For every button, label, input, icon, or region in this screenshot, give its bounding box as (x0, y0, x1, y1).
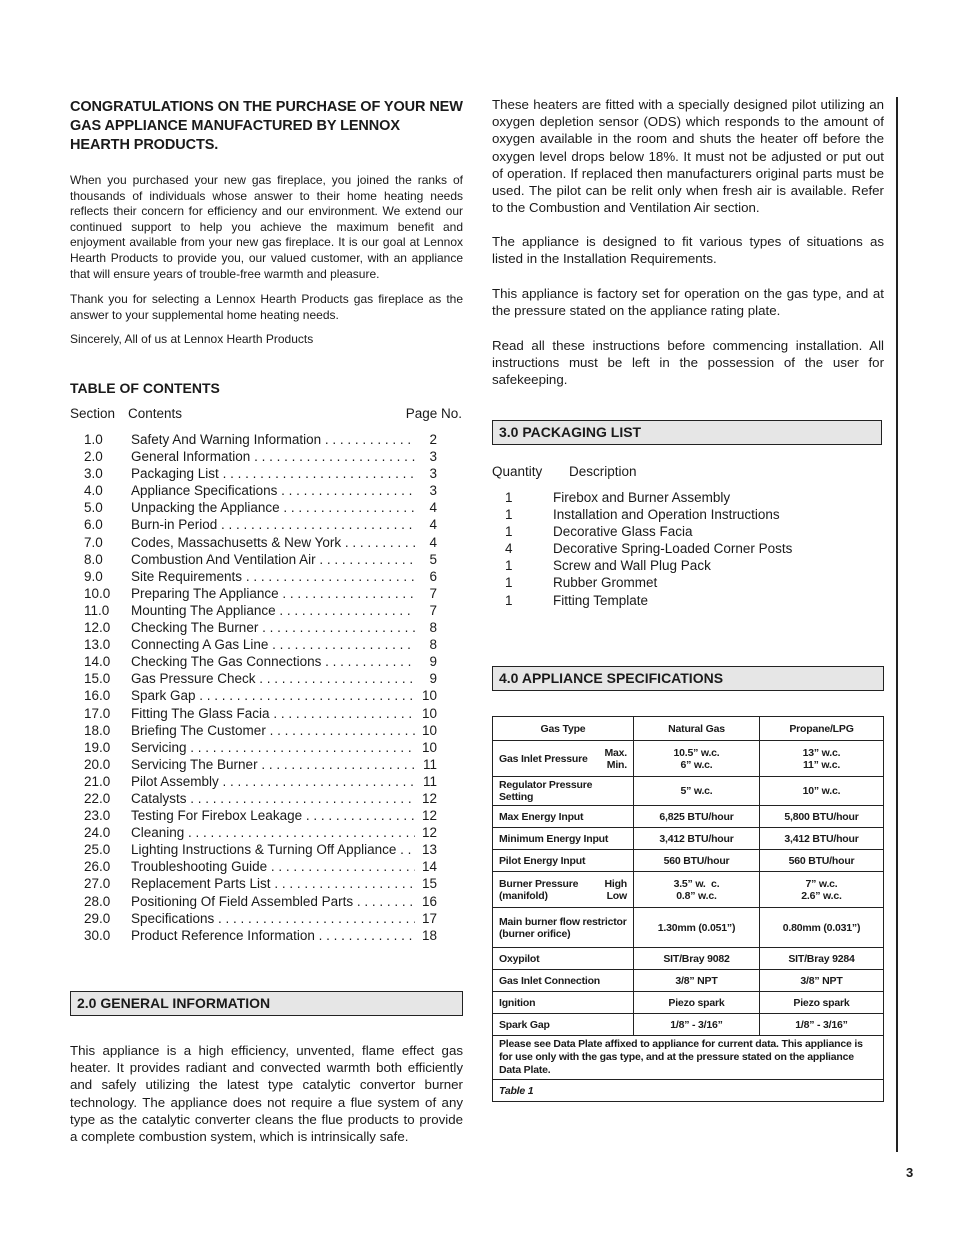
toc-entry-number: 23.0 (84, 808, 111, 824)
toc-entry-page: 12 (421, 808, 437, 824)
oxypilot-lp: SIT/Bray 9284 (760, 948, 884, 970)
table-row (493, 806, 884, 828)
table-row (493, 908, 884, 948)
packaging-item-desc: Decorative Spring-Loaded Corner Posts (553, 541, 793, 557)
toc-entry-number: 21.0 (84, 773, 111, 789)
toc-entry-number: 25.0 (84, 842, 111, 858)
packaging-item (492, 557, 884, 574)
packaging-item-qty: 1 (505, 592, 513, 608)
toc-entry (70, 910, 462, 927)
toc-entry-title: Safety And Warning Information . . . (131, 431, 415, 448)
spark-gap-lp: 1/8” - 3/16” (760, 1014, 884, 1036)
table-row (493, 948, 884, 970)
toc-entry-number: 5.0 (84, 500, 103, 516)
toc-entry-number: 6.0 (84, 517, 103, 533)
toc-entry-number: 9.0 (84, 568, 103, 584)
toc-entry (70, 722, 462, 739)
burner-lp-low: 2.6” w.c. (801, 889, 842, 902)
toc-entry (70, 585, 462, 602)
toc-entry-number: 4.0 (84, 483, 103, 499)
toc-entry-page: 4 (429, 517, 437, 533)
toc-entry (70, 841, 462, 858)
toc-entry-page: 4 (429, 534, 437, 550)
toc-entry (70, 807, 462, 824)
inlet-connection-lp: 3/8” NPT (760, 970, 884, 992)
toc-entry-page: 13 (421, 842, 437, 858)
toc-entry-number: 15.0 (84, 671, 111, 687)
toc-entry-number: 18.0 (84, 722, 111, 738)
general-info-paragraph: This appliance is a high efficiency, unvented, flame effect gas heater. It provides radiant and convected warmth both efficiently and safely utilizing the latest type catalytic convertor burner technology. The appliance does not require a flue system of any type as the catalytic converter cleans the flue products to provide a complete combustion system, which is intrinsically safe. (70, 1043, 463, 1145)
ignition-lp: Piezo spark (760, 992, 884, 1014)
restrictor-orifice-text: (burner orifice) (499, 927, 571, 940)
toc-entry-page: 10 (421, 688, 437, 704)
pilot-energy-label: Pilot Energy Input (493, 850, 634, 872)
toc-entry-title: Servicing . . . (131, 739, 415, 756)
toc-entry-title: Mounting The Appliance . . . (131, 602, 415, 619)
toc-entry-title: Packaging List . . . (131, 465, 415, 482)
toc-entry-title: Replacement Parts List . . . (131, 875, 415, 892)
spark-gap-ng: 1/8” - 3/16” (634, 1014, 760, 1036)
inlet-lp-max: 13” w.c. (802, 746, 841, 759)
toc-col-page: Page No. (405, 406, 462, 421)
toc-entry-number: 8.0 (84, 551, 103, 567)
spark-gap-label: Spark Gap (493, 1014, 634, 1036)
inlet-connection-label: Gas Inlet Connection (493, 970, 634, 992)
burner-lp-high: 7” w.c. (805, 877, 838, 890)
specifications-heading: 4.0 APPLIANCE SPECIFICATIONS (492, 666, 884, 691)
min-energy-ng: 3,412 BTU/hour (634, 828, 760, 850)
table-row (493, 828, 884, 850)
toc-entry (70, 670, 462, 687)
toc-entry-page: 8 (429, 620, 437, 636)
inlet-min-label: Min. (606, 758, 627, 771)
packaging-item-qty: 1 (505, 524, 513, 540)
intro-paragraph-2: Thank you for selecting a Lennox Hearth Products gas fireplace as the answer to your supplemental home heating needs. (70, 292, 463, 322)
toc-entry (70, 482, 462, 499)
toc-entry-page: 6 (429, 568, 437, 584)
toc-entry (70, 551, 462, 568)
installation-paragraph: The appliance is designed to fit various types of situations as listed in the Installation Requirements. (492, 234, 884, 267)
toc-entry-page: 17 (421, 910, 437, 926)
toc-entry-title: Specifications . . . (131, 910, 415, 927)
toc-entry-title: Pilot Assembly . . . (131, 773, 415, 790)
toc-entry-number: 19.0 (84, 739, 111, 755)
toc-entry (70, 927, 462, 944)
pilot-energy-lp: 560 BTU/hour (760, 850, 884, 872)
toc-entry-page: 9 (429, 654, 437, 670)
toc-entry (70, 687, 462, 704)
specifications-table (492, 716, 884, 1102)
toc-entry-title: Lighting Instructions & Turning Off Appliance . . . (131, 841, 415, 858)
header-natural-gas: Natural Gas (634, 717, 760, 741)
toc-entry-page: 3 (429, 483, 437, 499)
max-energy-ng: 6,825 BTU/hour (634, 806, 760, 828)
toc-entry-title: Fitting The Glass Facia . . . (131, 705, 415, 722)
toc-list (70, 431, 462, 944)
toc-entry (70, 431, 462, 448)
table-row (493, 717, 884, 741)
toc-entry-number: 12.0 (84, 620, 111, 636)
toc-entry-title: Cleaning . . . (131, 824, 415, 841)
toc-entry (70, 773, 462, 790)
intro-signoff: Sincerely, All of us at Lennox Hearth Products (70, 332, 314, 346)
toc-entry-page: 18 (421, 927, 437, 943)
regulator-ng: 5” w.c. (634, 777, 760, 806)
packaging-heading: 3.0 PACKAGING LIST (492, 420, 882, 445)
toc-entry-number: 16.0 (84, 688, 111, 704)
regulator-label: Regulator Pressure Setting (493, 777, 634, 806)
restrictor-lp: 0.80mm (0.031”) (760, 908, 884, 948)
factory-set-paragraph: This appliance is factory set for operation on the gas type, and at the pressure stated on the appliance rating plate. (492, 286, 884, 319)
toc-entry-title: Preparing The Appliance . . . (131, 585, 415, 602)
inlet-pressure-text: Gas Inlet Pressure (499, 752, 588, 765)
toc-entry-page: 10 (421, 722, 437, 738)
toc-entry-number: 26.0 (84, 859, 111, 875)
inlet-lp-cell (760, 741, 884, 777)
packaging-list (492, 489, 884, 609)
toc-entry-number: 30.0 (84, 927, 111, 943)
packaging-item (492, 523, 884, 540)
packaging-item (492, 540, 884, 557)
header-gas-type: Gas Type (493, 717, 634, 741)
toc-entry-page: 7 (429, 602, 437, 618)
oxypilot-label: Oxypilot (493, 948, 634, 970)
table-row (493, 741, 884, 777)
table-row (493, 777, 884, 806)
restrictor-ng: 1.30mm (0.051”) (634, 908, 760, 948)
toc-entry-number: 20.0 (84, 756, 111, 772)
toc-entry-number: 13.0 (84, 637, 111, 653)
toc-heading: TABLE OF CONTENTS (70, 380, 220, 396)
toc-entry-number: 29.0 (84, 910, 111, 926)
toc-entry-page: 11 (422, 773, 437, 789)
toc-entry (70, 858, 462, 875)
oxypilot-ng: SIT/Bray 9082 (634, 948, 760, 970)
toc-entry-title: Testing For Firebox Leakage . . . (131, 807, 415, 824)
burner-ng-high: 3.5” w. c. (673, 877, 720, 890)
regulator-lp: 10” w.c. (760, 777, 884, 806)
max-energy-label: Max Energy Input (493, 806, 634, 828)
toc-entry (70, 756, 462, 773)
toc-entry (70, 568, 462, 585)
toc-entry (70, 824, 462, 841)
toc-entry-number: 27.0 (84, 876, 111, 892)
toc-entry-page: 15 (421, 876, 437, 892)
toc-entry (70, 739, 462, 756)
toc-entry-number: 14.0 (84, 654, 111, 670)
toc-entry-page: 14 (421, 859, 437, 875)
toc-entry-number: 22.0 (84, 790, 111, 806)
toc-entry-number: 11.0 (84, 602, 110, 618)
packaging-item-qty: 4 (505, 541, 513, 557)
table-row (493, 1080, 884, 1102)
instructions-paragraph: Read all these instructions before commencing installation. All instructions must be left in the possession of the user for safekeeping. (492, 338, 884, 388)
ignition-label: Ignition (493, 992, 634, 1014)
toc-entry-page: 12 (421, 825, 437, 841)
toc-entry (70, 619, 462, 636)
toc-entry-title: Gas Pressure Check . . . (131, 670, 415, 687)
burner-manifold-text: (manifold) (499, 889, 548, 902)
toc-entry-title: Connecting A Gas Line . . . (131, 636, 415, 653)
toc-entry-page: 3 (429, 449, 437, 465)
toc-entry (70, 534, 462, 551)
toc-entry-number: 10.0 (84, 585, 111, 601)
toc-entry-title: Briefing The Customer . . . (131, 722, 415, 739)
toc-col-contents: Contents (128, 406, 183, 421)
inlet-ng-max: 10.5” w.c. (673, 746, 720, 759)
header-propane: Propane/LPG (760, 717, 884, 741)
packaging-col-quantity: Quantity (492, 464, 543, 479)
inlet-lp-min: 11” w.c. (802, 758, 841, 771)
table-note: Please see Data Plate affixed to appliance for current data. This appliance is for use only with the gas type, and at the pressure stated on the appliance Data Plate. (493, 1036, 884, 1080)
packaging-item-desc: Rubber Grommet (553, 575, 658, 591)
packaging-item (492, 592, 884, 609)
toc-entry-number: 28.0 (84, 893, 111, 909)
toc-entry-page: 10 (421, 705, 437, 721)
toc-entry-title: Site Requirements . . . (131, 568, 415, 585)
max-energy-lp: 5,800 BTU/hour (760, 806, 884, 828)
toc-entry (70, 602, 462, 619)
packaging-item (492, 489, 884, 506)
table-row (493, 850, 884, 872)
restrictor-text: Main burner flow restrictor (499, 915, 627, 928)
pilot-energy-ng: 560 BTU/hour (634, 850, 760, 872)
toc-entry-number: 24.0 (84, 825, 111, 841)
toc-entry (70, 448, 462, 465)
inlet-ng-cell (634, 741, 760, 777)
toc-entry (70, 875, 462, 892)
toc-entry-title: Appliance Specifications . . . (131, 482, 415, 499)
packaging-item-desc: Installation and Operation Instructions (553, 507, 780, 523)
packaging-item-desc: Fitting Template (553, 592, 649, 608)
toc-entry (70, 705, 462, 722)
packaging-col-description: Description (569, 464, 637, 479)
ods-paragraph: These heaters are fitted with a specially designed pilot utilizing an oxygen depletion sensor (ODS) which responds to the amount of oxygen available in the room and shuts the heater off before the oxygen level drops below 18%. It must not be adjusted or put out of operation. If replaced then manufacturers original parts must be used. The pilot can be relit only when fresh air is available. Refer to the Combustion and Ventilation Air section. (492, 97, 884, 216)
toc-entry-title: Servicing The Burner . . . (131, 756, 415, 773)
toc-entry (70, 499, 462, 516)
toc-entry-page: 5 (429, 551, 437, 567)
burner-high-label: High (604, 877, 627, 890)
toc-entry-number: 1.0 (84, 432, 103, 447)
toc-entry-title: Checking The Gas Connections . . . (131, 653, 415, 670)
table-row (493, 992, 884, 1014)
toc-entry-title: Codes, Massachusetts & New York . . . (131, 534, 415, 551)
packaging-item-desc: Screw and Wall Plug Pack (553, 558, 711, 574)
packaging-item-qty: 1 (505, 490, 513, 505)
ignition-ng: Piezo spark (634, 992, 760, 1014)
inlet-pressure-label (493, 741, 634, 777)
intro-heading: CONGRATULATIONS ON THE PURCHASE OF YOUR NEW GAS APPLIANCE MANUFACTURED BY LENNOX HEARTH PRODUCTS. (70, 99, 463, 153)
toc-entry (70, 790, 462, 807)
packaging-item-desc: Firebox and Burner Assembly (553, 490, 731, 505)
toc-entry-page: 12 (421, 790, 437, 806)
min-energy-lp: 3,412 BTU/hour (760, 828, 884, 850)
toc-entry-page: 4 (429, 500, 437, 516)
toc-entry-page: 16 (421, 893, 437, 909)
burner-low-label: Low (606, 889, 627, 902)
table-row (493, 1014, 884, 1036)
toc-entry (70, 893, 462, 910)
table-caption: Table 1 (493, 1080, 884, 1102)
restrictor-label (493, 908, 634, 948)
table-row (493, 1036, 884, 1080)
min-energy-label: Minimum Energy Input (493, 828, 634, 850)
toc-entry (70, 516, 462, 533)
toc-entry-title: Catalysts . . . (131, 790, 415, 807)
packaging-item-qty: 1 (505, 507, 513, 523)
toc-entry (70, 653, 462, 670)
packaging-item-qty: 1 (505, 558, 513, 574)
burner-ng-low: 0.8” w.c. (676, 889, 717, 902)
toc-entry-page: 3 (429, 466, 437, 482)
toc-entry-title: Combustion And Ventilation Air . . . (131, 551, 415, 568)
burner-lp-cell (760, 872, 884, 908)
toc-entry-number: 2.0 (84, 449, 103, 465)
toc-entry-title: General Information . . . (131, 448, 415, 465)
burner-ng-cell (634, 872, 760, 908)
intro-paragraph-1: When you purchased your new gas fireplace, you joined the ranks of thousands of individuals whose answer to their home heating needs reflects their concern for efficiency and our environment. We extend our continued support to help you achieve the maximum benefit and enjoyment available from your new gas fireplace. It is our goal at Lennox Hearth Products to provide you, our valued customer, with an appliance that will ensure years of trouble-free warmth and pleasure. (70, 173, 463, 281)
toc-entry (70, 465, 462, 482)
page-edge-rule (896, 97, 898, 1152)
table-row (493, 970, 884, 992)
inlet-ng-min: 6” w.c. (680, 758, 713, 771)
toc-entry-title: Troubleshooting Guide . . . (131, 858, 415, 875)
packaging-item-qty: 1 (505, 575, 513, 591)
toc-entry-title: Product Reference Information . . . (131, 927, 415, 944)
toc-entry (70, 636, 462, 653)
toc-entry-title: Positioning Of Field Assembled Parts . . . (131, 893, 415, 910)
burner-pressure-text: Burner Pressure (499, 877, 579, 890)
burner-pressure-label (493, 872, 634, 908)
general-info-heading: 2.0 GENERAL INFORMATION (70, 991, 463, 1016)
toc-entry-number: 3.0 (84, 466, 103, 482)
page-number: 3 (906, 1165, 914, 1180)
packaging-item (492, 506, 884, 523)
packaging-item-desc: Decorative Glass Facia (553, 524, 693, 540)
inlet-connection-ng: 3/8” NPT (634, 970, 760, 992)
toc-entry-number: 17.0 (84, 705, 111, 721)
packaging-item (492, 574, 884, 591)
toc-entry-page: 9 (429, 671, 437, 687)
toc-entry-title: Unpacking the Appliance . . . (131, 499, 415, 516)
toc-entry-title: Checking The Burner . . . (131, 619, 415, 636)
toc-entry-page: 2 (429, 432, 437, 447)
toc-entry-title: Burn-in Period . . . (131, 516, 415, 533)
inlet-max-label: Max. (604, 746, 627, 759)
toc-entry-page: 7 (429, 585, 437, 601)
toc-entry-page: 11 (422, 756, 437, 772)
toc-entry-title: Spark Gap . . . (131, 687, 415, 704)
toc-entry-page: 8 (429, 637, 437, 653)
toc-col-section: Section (70, 406, 116, 421)
toc-entry-page: 10 (421, 739, 437, 755)
table-row (493, 872, 884, 908)
toc-entry-number: 7.0 (84, 534, 103, 550)
